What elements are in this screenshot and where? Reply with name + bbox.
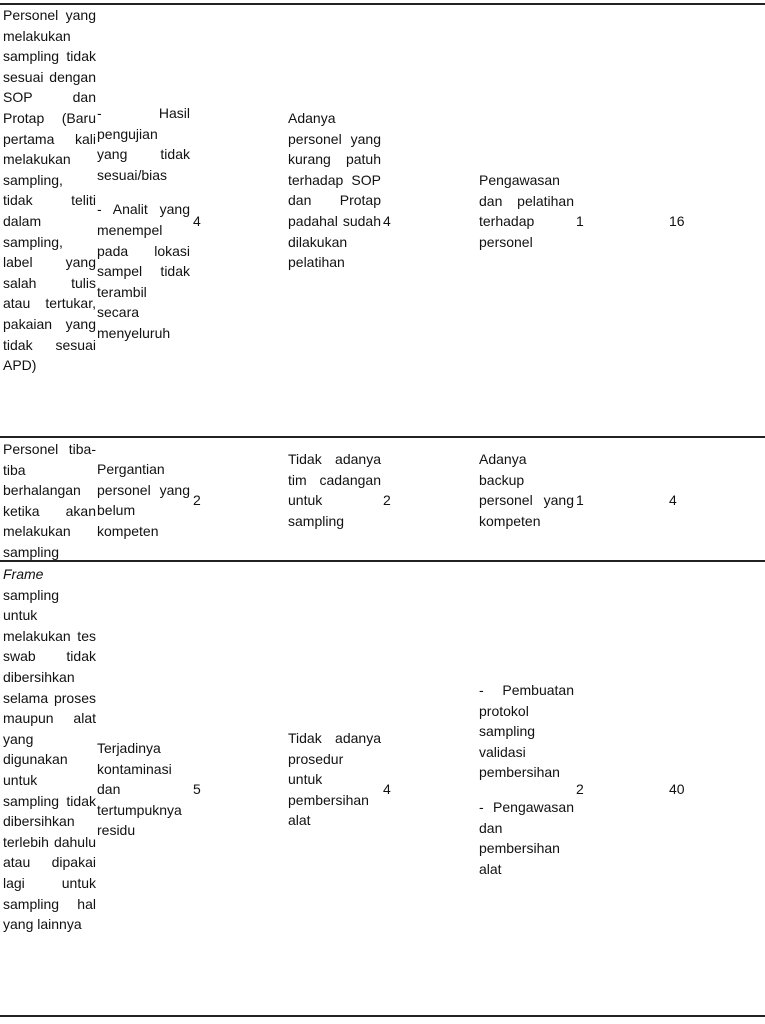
cause-cell: Tidak adanya tim cadangan untuk sampling [288,451,381,529]
control-cell [479,680,574,879]
effect-cell [97,103,190,344]
hazard-cell: Frame sampling untuk melakukan tes swab tidak dibersihkan selama proses maupun alat yang digunakan untuk sampling tidak dibersihkan terlebih dahulu atau dipakai lagi untuk sampling hal yang lainnya [3,566,96,933]
hazard-cell: Personel yang melakukan sampling tidak sesuai dengan SOP dan Protap (Baru pertama kali melakukan sampling, tidak teliti dalam sampling, label yang salah tulis atau tertukar, pakaian yang tidak sesuai APD) [3,7,96,374]
control-cell [479,170,574,252]
severity-cell: 4 [193,213,201,229]
row-divider [0,560,765,562]
effect-item: - Analit yang menempel pada lokasi sampel tidak terambil secara menyeluruh [97,201,190,341]
detection-cell: 1 [576,213,584,229]
table-top-rule [0,3,765,5]
occurrence-cell: 4 [383,781,391,797]
control-cell [479,449,574,531]
rpn-cell: 4 [669,492,677,508]
effect-item: Terjadinya kontaminasi dan tertumpuknya residu [97,740,182,839]
detection-cell: 1 [576,492,584,508]
control-item: - Pembuatan protokol sampling validasi pembersihan [479,682,574,781]
effect-cell [97,738,190,841]
control-item: - Pengawasan dan pembersihan alat [479,798,574,877]
hazard-cell: Personel tiba-tiba berhalangan ketika akan melakukan sampling [3,441,96,560]
severity-cell: 2 [193,492,201,508]
rpn-cell: 40 [669,781,685,797]
detection-cell: 2 [576,781,584,797]
effect-item: - Hasil pengujian yang tidak sesuai/bias [97,105,190,183]
table-bottom-rule [0,1015,765,1017]
cause-cell: Tidak adanya prosedur untuk pembersihan alat [288,730,381,829]
occurrence-cell: 4 [383,213,391,229]
effect-item: Pergantian personel yang belum kompeten [97,461,190,539]
occurrence-cell: 2 [383,492,391,508]
control-item: Adanya backup personel yang kompeten [479,451,574,529]
hazard-italic-term: Frame [3,566,44,582]
control-item: Pengawasan dan pelatihan terhadap personel [479,172,574,250]
row-divider [0,436,765,438]
rpn-cell: 16 [669,213,685,229]
cause-cell: Adanya personel yang kurang patuh terhadap SOP dan Protap padahal sudah dilakukan pelatihan [288,110,381,271]
severity-cell: 5 [193,781,201,797]
effect-cell [97,459,190,541]
